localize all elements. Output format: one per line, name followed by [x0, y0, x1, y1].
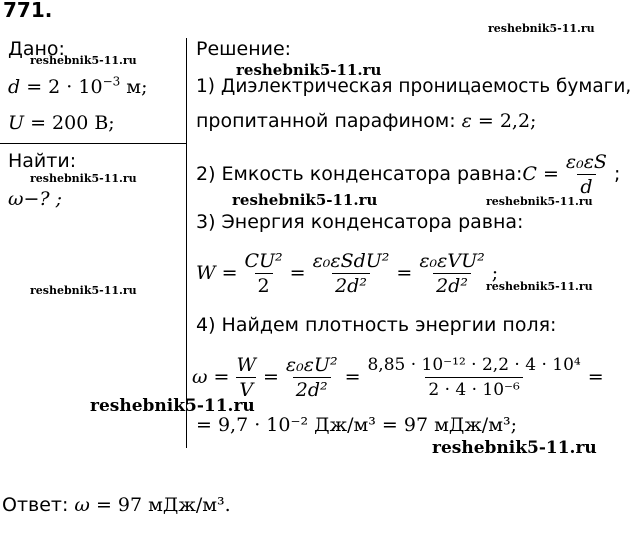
watermark: reshebnik5-11.ru — [488, 22, 595, 35]
energy-formula: W = $\frac{\text{CU²}}{2}$ = $\frac{\text{ε₀εSdU²}}{\text{2d²}}$ = $\frac{\text{ε₀εVU²}}{\text{2d²}}$ ; — [196, 249, 499, 297]
watermark: reshebnik5-11.ru — [90, 396, 255, 416]
density-formula: ω = $\frac{W}{V}$ = $\frac{\text{ε₀εU²}}{\text{2d²}}$ = $\frac{\text{8,85 · 10⁻¹² · 2,2 · 4 · 10⁴}}{\text{2 · 4 · 10⁻⁶}}$ = — [192, 353, 604, 401]
watermark: reshebnik5-11.ru — [486, 195, 593, 208]
step4-line: 4) Найдем плотность энергии поля: — [196, 314, 557, 336]
find-heading: Найти: — [8, 150, 77, 172]
fraction-C: $\frac{\text{ε₀εS}}{d}$ — [565, 150, 607, 198]
find-omega: ω−? ; — [8, 188, 63, 210]
problem-number: 771. — [3, 0, 53, 22]
step1-line2: пропитанной парафином: ε = 2,2; — [196, 110, 537, 132]
given-heading: Дано: — [8, 38, 65, 60]
step2-line: 2) Емкость конденсатора равна: C = $\frac{\text{ε₀εS}}{d}$ ; — [196, 150, 621, 198]
watermark: reshebnik5-11.ru — [30, 284, 137, 297]
answer-line: Ответ: ω = 97 мДж/м³. — [2, 494, 231, 516]
watermark: reshebnik5-11.ru — [432, 438, 597, 458]
given-d: $d = 2 \cdot 10^{-3}$ м; — [8, 74, 148, 98]
watermark: reshebnik5-11.ru — [236, 61, 382, 79]
watermark: reshebnik5-11.ru — [486, 280, 593, 293]
divider-vertical — [186, 38, 187, 448]
step3-line: 3) Энергия конденсатора равна: — [196, 211, 524, 233]
step1-line1: 1) Диэлектрическая проницаемость бумаги, — [196, 76, 632, 97]
given-U: U = 200 В; — [8, 112, 115, 134]
watermark: reshebnik5-11.ru — [30, 54, 137, 67]
result-line: = 9,7 · 10⁻² Дж/м³ = 97 мДж/м³; — [196, 414, 517, 436]
watermark: reshebnik5-11.ru — [232, 191, 378, 209]
solution-heading: Решение: — [196, 38, 292, 60]
watermark: reshebnik5-11.ru — [30, 172, 137, 185]
divider-given-find — [0, 143, 186, 144]
